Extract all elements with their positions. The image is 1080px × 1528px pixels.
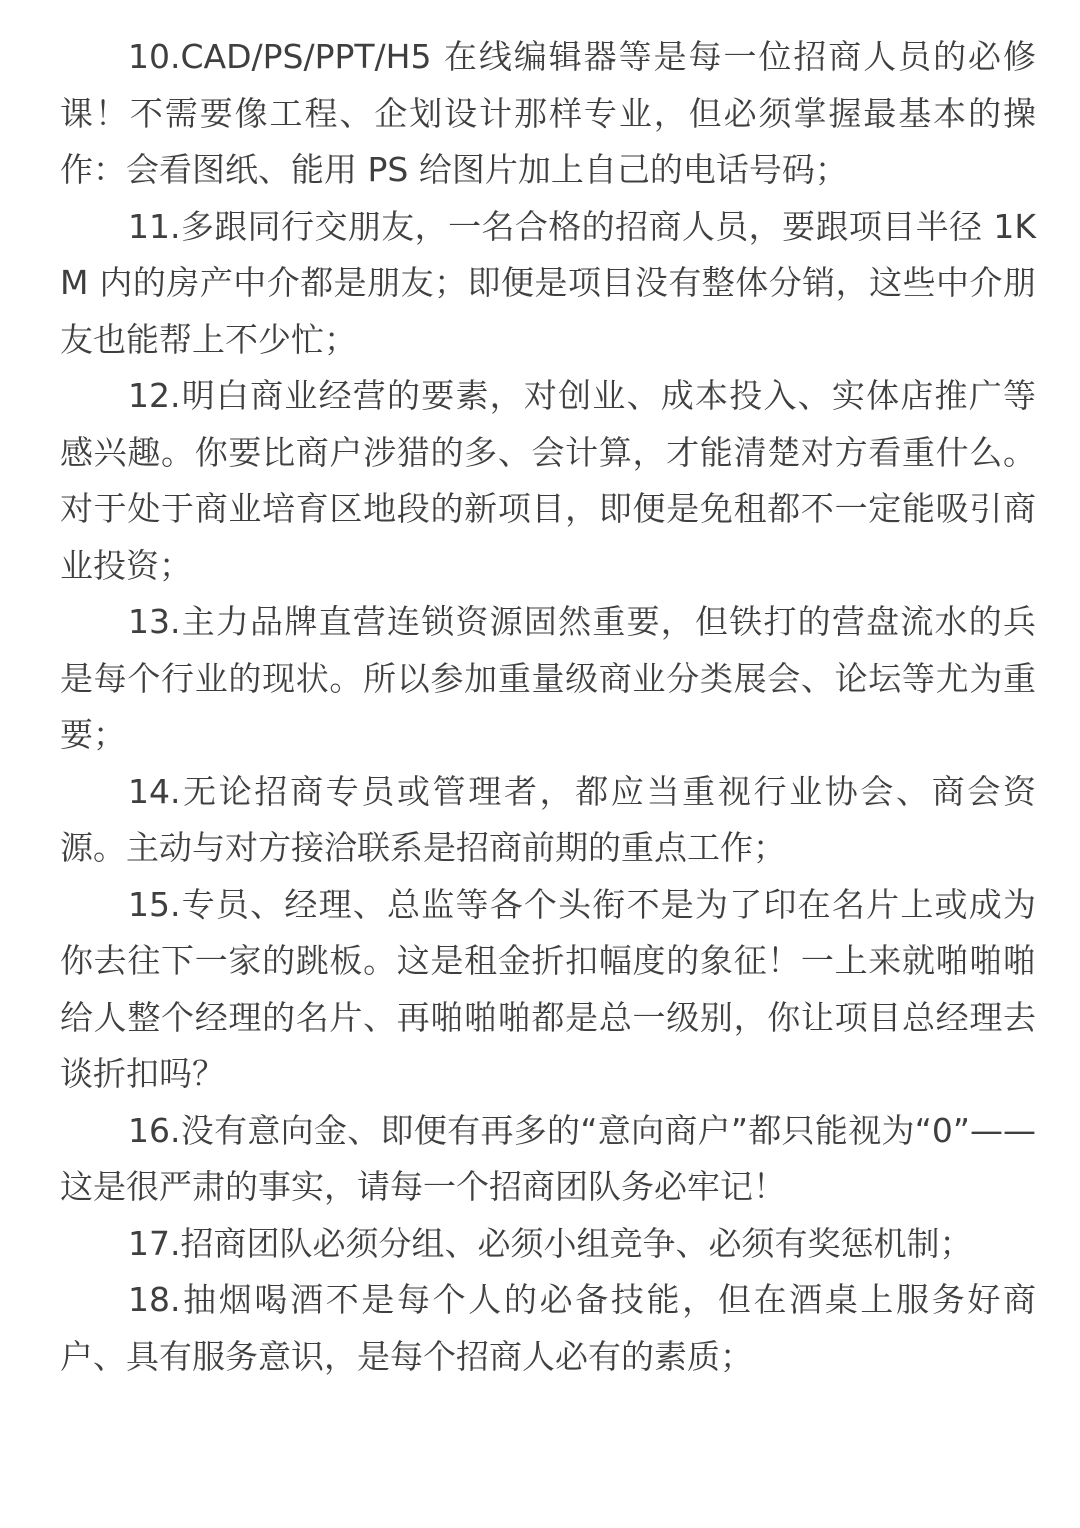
paragraph-item-12: 12.明白商业经营的要素，对创业、成本投入、实体店推广等感兴趣。你要比商户涉猎的多、会计算，才能清楚对方看重什么。对于处于商业培育区地段的新项目，即便是免租都不一定能吸引商业投资； bbox=[60, 376, 1036, 585]
paragraph-item-13: 13.主力品牌直营连锁资源固然重要，但铁打的营盘流水的兵是每个行业的现状。所以参加重量级商业分类展会、论坛等尤为重要； bbox=[60, 602, 1036, 754]
paragraph-item-14: 14.无论招商专员或管理者，都应当重视行业协会、商会资源。主动与对方接洽联系是招商前期的重点工作； bbox=[60, 771, 1036, 867]
paragraph-item-10: 10.CAD/PS/PPT/H5 在线编辑器等是每一位招商人员的必修课！不需要像工程、企划设计那样专业，但必须掌握最基本的操作：会看图纸、能用 PS 给图片加上自己的电话号码； bbox=[60, 37, 1036, 189]
paragraph-item-15: 15.专员、经理、总监等各个头衔不是为了印在名片上或成为你去往下一家的跳板。这是租金折扣幅度的象征！一上来就啪啪啪给人整个经理的名片、再啪啪啪都是总一级别，你让项目总经理去谈折扣吗？ bbox=[60, 884, 1036, 1093]
paragraph-item-16: 16.没有意向金、即便有再多的“意向商户”都只能视为“0”——这是很严肃的事实，请每一个招商团队务必牢记！ bbox=[60, 1110, 1036, 1206]
paragraph-item-11: 11.多跟同行交朋友，一名合格的招商人员，要跟项目半径 1KM 内的房产中介都是朋友；即便是项目没有整体分销，这些中介朋友也能帮上不少忙； bbox=[60, 206, 1036, 359]
paragraph-item-17: 17.招商团队必须分组、必须小组竞争、必须有奖惩机制； bbox=[128, 1223, 973, 1263]
paragraph-item-18: 18.抽烟喝酒不是每个人的必备技能，但在酒桌上服务好商户、具有服务意识，是每个招商人必有的素质； bbox=[60, 1280, 1036, 1376]
